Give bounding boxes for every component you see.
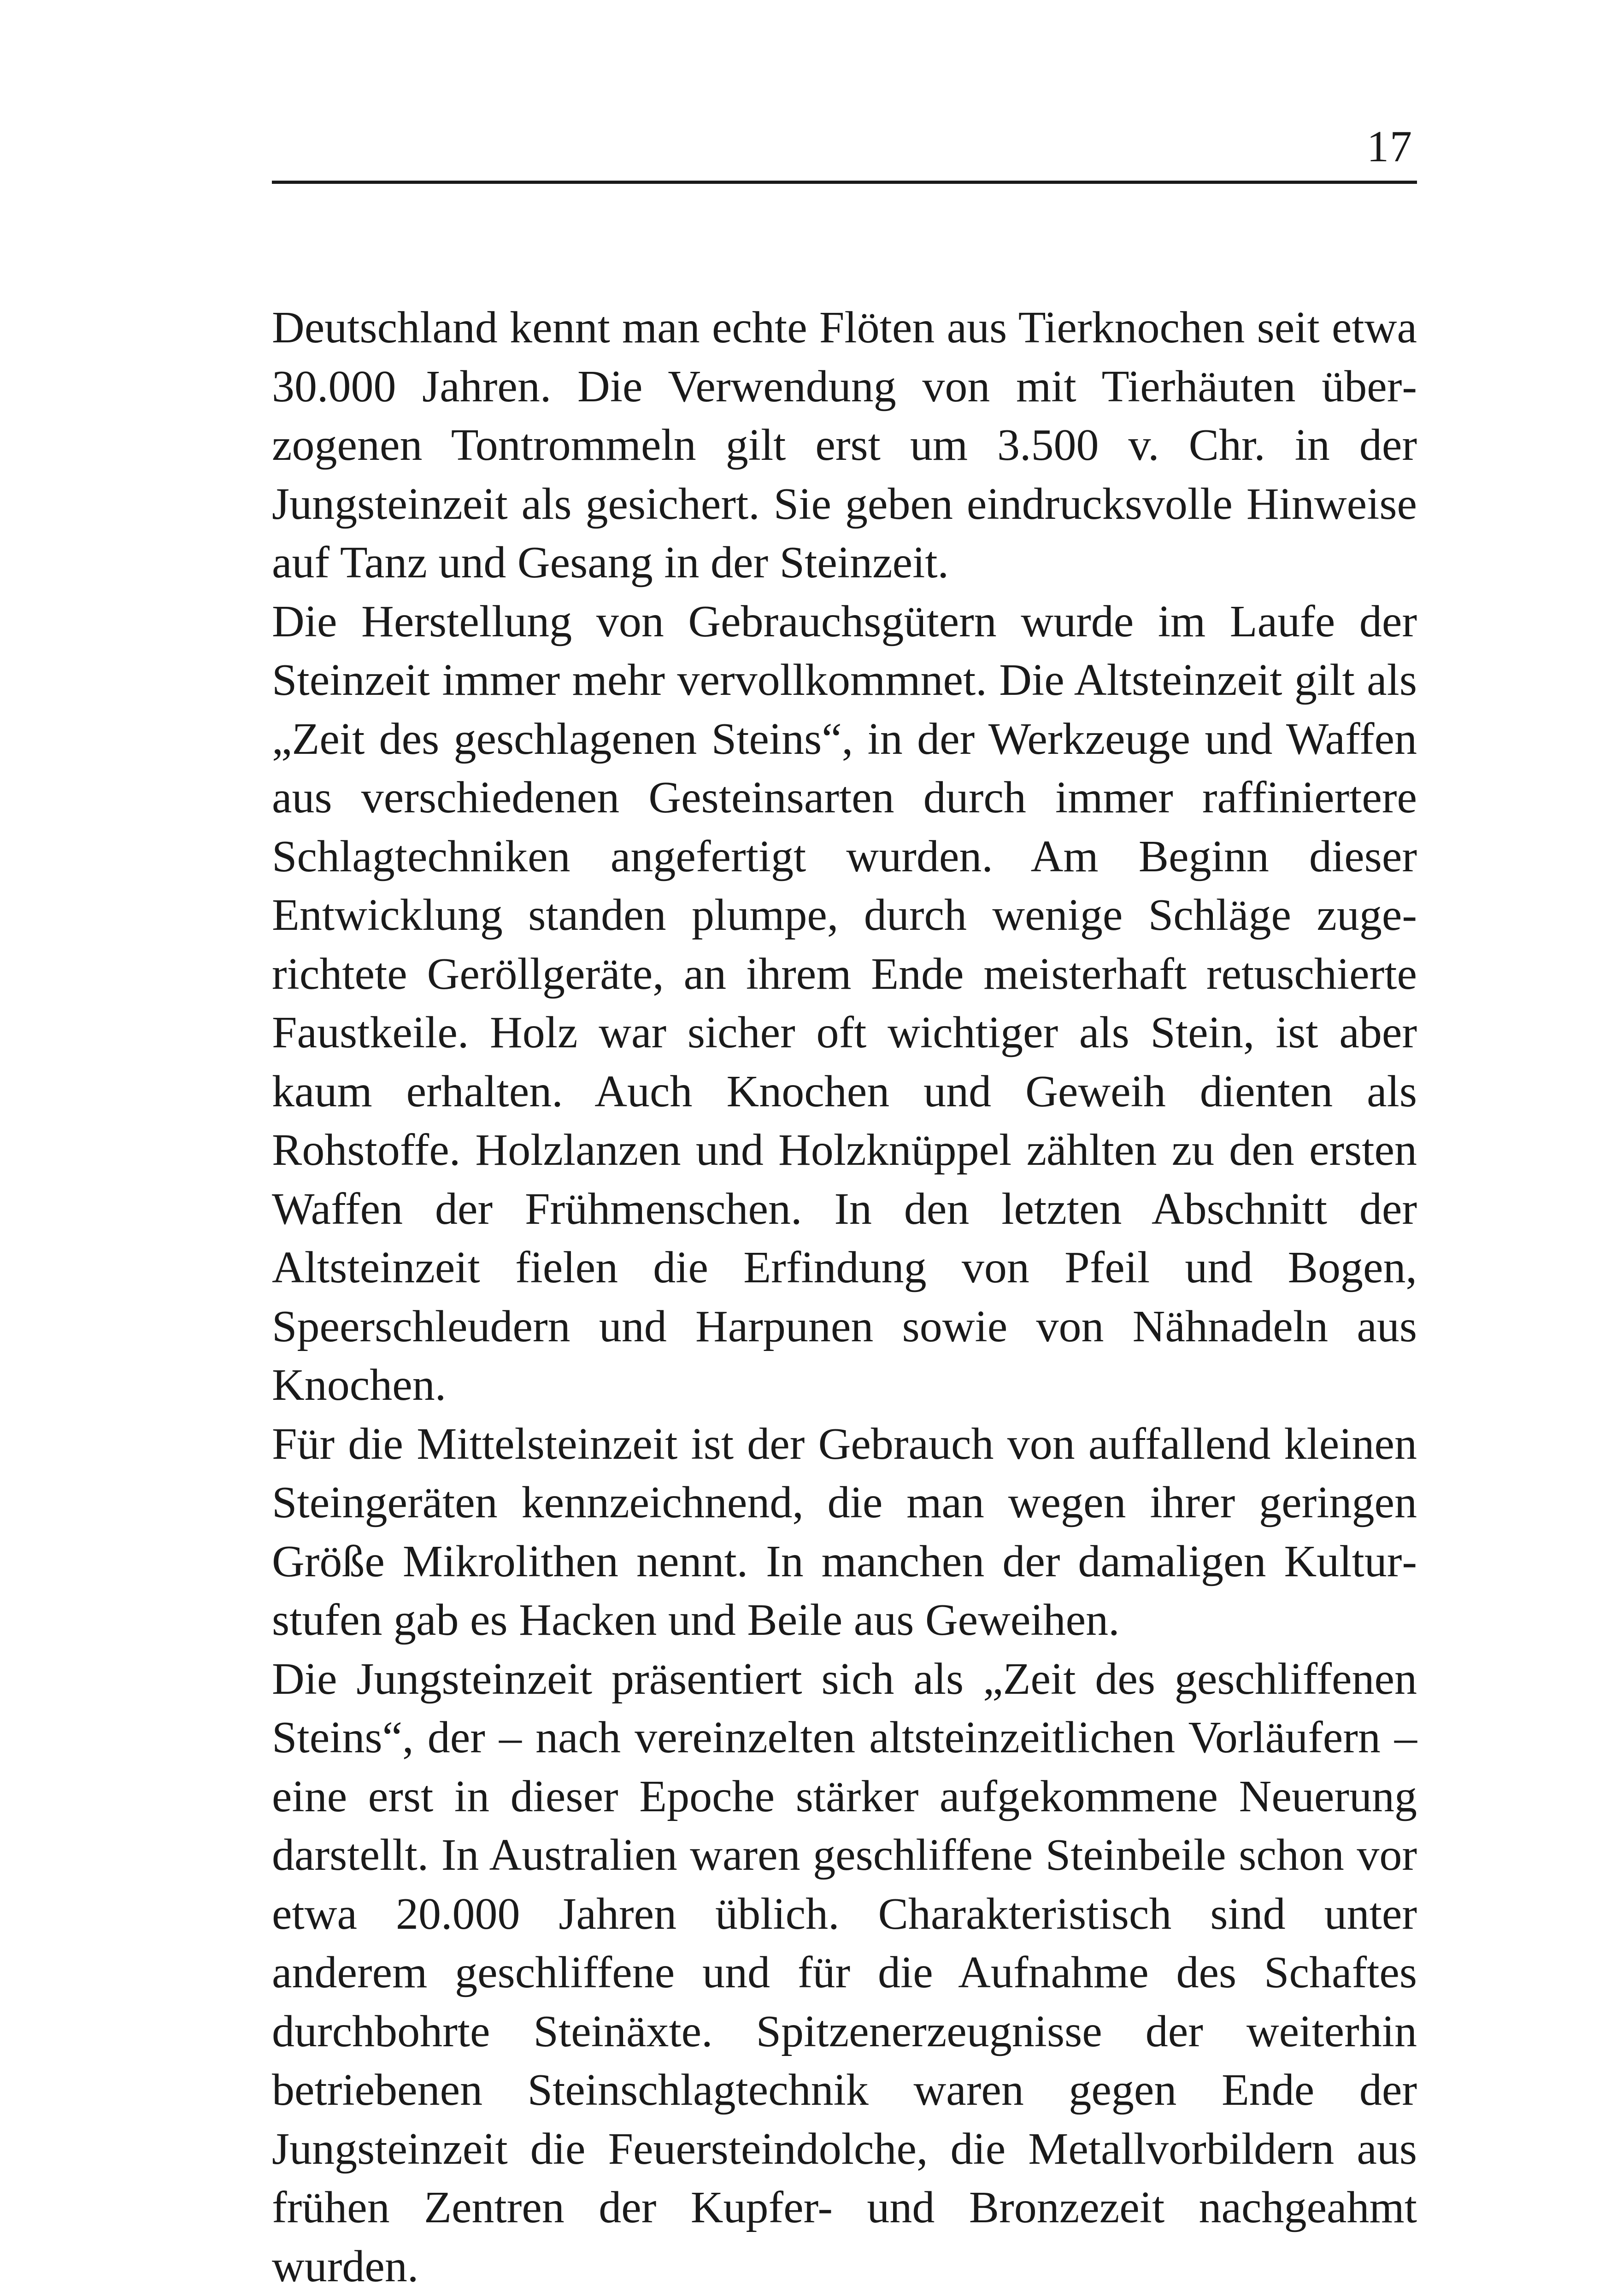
page-number: 17 bbox=[1367, 124, 1413, 169]
header-rule bbox=[272, 181, 1417, 184]
paragraph-2: Die Herstellung von Gebrauchsgütern wurde im Laufe der Steinzeit immer mehr vervollkommnet. Die Altsteinzeit gilt als „Zeit des geschlagenen Steins“, in der Werkzeuge und Waffen aus verschiedenen Gesteinsarten durch immer raffiniertere Schlagtechniken angefertigt wurden. Am Beginn dieser Entwicklung standen plumpe, durch wenige Schläge zugerichtete Geröllgeräte, an ihrem Ende meisterhaft retuschierte Faustkeile. Holz war sicher oft wichtiger als Stein, ist aber kaum erhalten. Auch Knochen und Geweih dienten als Rohstoffe. Holzlanzen und Holzknüppel zählten zu den ersten Waffen der Frühmenschen. In den letzten Abschnitt der Altsteinzeit fielen die Erfindung von Pfeil und Bogen, Speerschleudern und Harpunen sowie von Nähnadeln aus Knochen. bbox=[272, 593, 1417, 1415]
paragraph-4: Die Jungsteinzeit präsentiert sich als „Zeit des geschliffenen Steins“, der – nach vereinzelten altsteinzeitlichen Vorläufern – eine erst in dieser Epoche stärker aufgekommene Neuerung darstellt. In Australien waren geschliffene Steinbeile schon vor etwa 20.000 Jahren üblich. Charakteristisch sind unter anderem geschliffene und für die Aufnahme des Schaftes durchbohrte Steinäxte. Spitzenerzeugnisse der weiterhin betriebenen Steinschlagtechnik waren gegen Ende der Jungsteinzeit die Feuersteindolche, die Metallvorbildern aus frühen Zentren der Kupfer- und Bronzezeit nachgeahmt wurden. bbox=[272, 1650, 1417, 2296]
paragraph-1: Deutschland kennt man echte Flöten aus Tierknochen seit etwa 30.000 Jahren. Die Verwendung von mit Tierhäuten überzogenen Tontrommeln gilt erst um 3.500 v. Chr. in der Jungsteinzeit als gesichert. Sie geben eindrucksvolle Hinweise auf Tanz und Gesang in der Steinzeit. bbox=[272, 299, 1417, 593]
body-text bbox=[272, 299, 1417, 2296]
paragraph-3: Für die Mittelsteinzeit ist der Gebrauch von auffallend kleinen Steingeräten kennzeichnend, die man wegen ihrer geringen Größe Mikrolithen nennt. In manchen der damaligen Kulturstufen gab es Hacken und Beile aus Geweihen. bbox=[272, 1415, 1417, 1650]
